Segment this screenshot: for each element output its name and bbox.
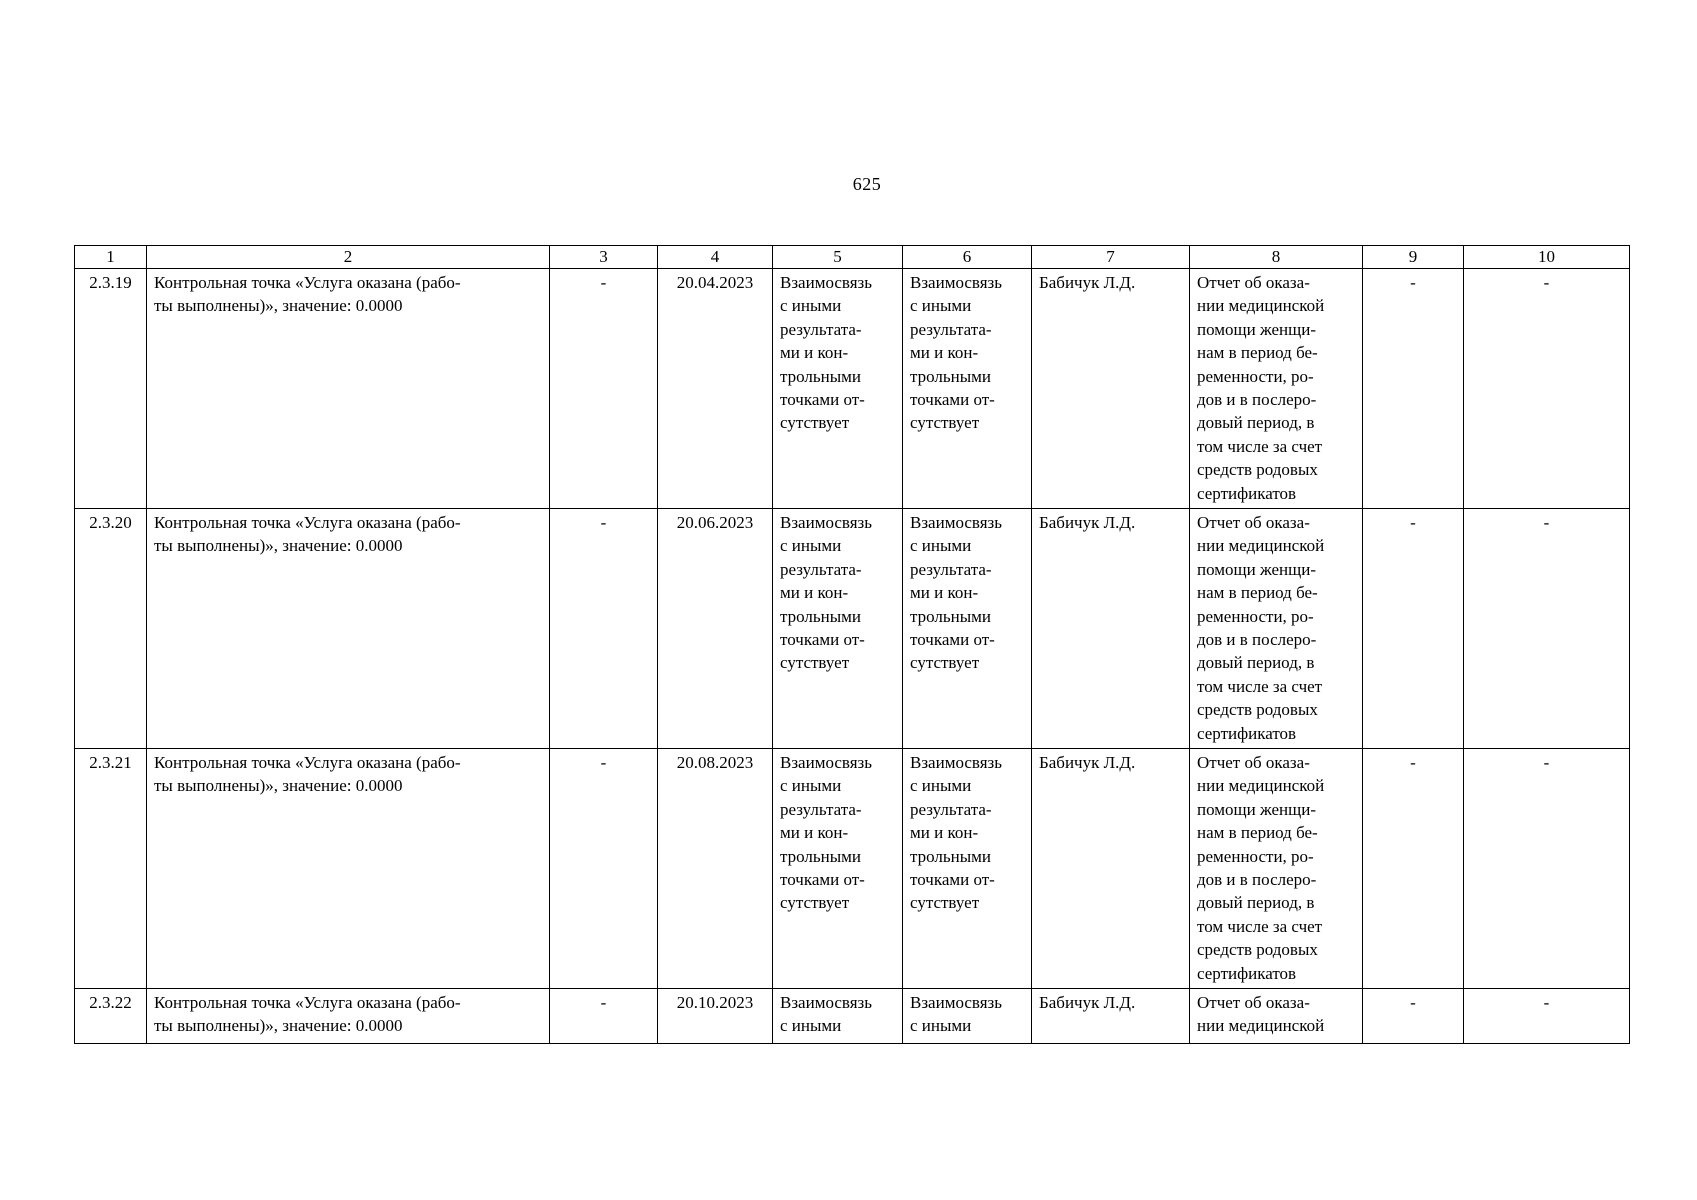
column-header: 3: [550, 246, 658, 269]
row-col5: Взаимосвязь с иными результата- ми и кон- трольными точками от- сутствует: [773, 749, 903, 989]
row-date: 20.04.2023: [658, 269, 773, 509]
table-row: [75, 269, 1630, 509]
column-header: 1: [75, 246, 147, 269]
row-document: Отчет об оказа- нии медицинской: [1190, 989, 1363, 1044]
row-id: 2.3.20: [75, 509, 147, 749]
row-col5: Взаимосвязь с иными: [773, 989, 903, 1044]
row-col10: -: [1464, 509, 1630, 749]
row-col9: -: [1363, 749, 1464, 989]
row-responsible: Бабичук Л.Д.: [1032, 989, 1190, 1044]
row-responsible: Бабичук Л.Д.: [1032, 749, 1190, 989]
row-id: 2.3.21: [75, 749, 147, 989]
column-header: 4: [658, 246, 773, 269]
column-header: 6: [903, 246, 1032, 269]
row-col3: -: [550, 749, 658, 989]
row-date: 20.06.2023: [658, 509, 773, 749]
row-col6: Взаимосвязь с иными результата- ми и кон- трольными точками от- сутствует: [903, 269, 1032, 509]
column-header: 5: [773, 246, 903, 269]
row-col10: -: [1464, 749, 1630, 989]
row-col5: Взаимосвязь с иными результата- ми и кон- трольными точками от- сутствует: [773, 269, 903, 509]
row-name: Контрольная точка «Услуга оказана (рабо- ты выполнены)», значение: 0.0000: [147, 509, 550, 749]
row-col10: -: [1464, 269, 1630, 509]
row-document: Отчет об оказа- нии медицинской помощи женщи- нам в период бе- ременности, ро- дов и в послеро- довый период, в том числе за счет средств родовых сертификатов: [1190, 269, 1363, 509]
page-number: 625: [852, 174, 882, 194]
row-responsible: Бабичук Л.Д.: [1032, 509, 1190, 749]
row-responsible: Бабичук Л.Д.: [1032, 269, 1190, 509]
row-col3: -: [550, 989, 658, 1044]
row-id: 2.3.19: [75, 269, 147, 509]
control-points-table: [74, 245, 1630, 1044]
column-header: 2: [147, 246, 550, 269]
row-col6: Взаимосвязь с иными результата- ми и кон- трольными точками от- сутствует: [903, 509, 1032, 749]
row-document: Отчет об оказа- нии медицинской помощи женщи- нам в период бе- ременности, ро- дов и в послеро- довый период, в том числе за счет средств родовых сертификатов: [1190, 749, 1363, 989]
table-row: [75, 509, 1630, 749]
row-document: Отчет об оказа- нии медицинской помощи женщи- нам в период бе- ременности, ро- дов и в послеро- довый период, в том числе за счет средств родовых сертификатов: [1190, 509, 1363, 749]
table-row: [75, 749, 1630, 989]
row-date: 20.08.2023: [658, 749, 773, 989]
row-col9: -: [1363, 269, 1464, 509]
row-col6: Взаимосвязь с иными результата- ми и кон- трольными точками от- сутствует: [903, 749, 1032, 989]
column-header: 10: [1464, 246, 1630, 269]
row-name: Контрольная точка «Услуга оказана (рабо- ты выполнены)», значение: 0.0000: [147, 749, 550, 989]
row-col5: Взаимосвязь с иными результата- ми и кон- трольными точками от- сутствует: [773, 509, 903, 749]
row-col6: Взаимосвязь с иными: [903, 989, 1032, 1044]
row-col3: -: [550, 269, 658, 509]
table-row: [75, 989, 1630, 1044]
row-id: 2.3.22: [75, 989, 147, 1044]
column-header: 7: [1032, 246, 1190, 269]
column-header: 8: [1190, 246, 1363, 269]
row-col10: -: [1464, 989, 1630, 1044]
row-col9: -: [1363, 989, 1464, 1044]
column-header: 9: [1363, 246, 1464, 269]
row-col3: -: [550, 509, 658, 749]
row-name: Контрольная точка «Услуга оказана (рабо- ты выполнены)», значение: 0.0000: [147, 269, 550, 509]
row-name: Контрольная точка «Услуга оказана (рабо- ты выполнены)», значение: 0.0000: [147, 989, 550, 1044]
table-header-row: [75, 246, 1630, 269]
row-col9: -: [1363, 509, 1464, 749]
row-date: 20.10.2023: [658, 989, 773, 1044]
